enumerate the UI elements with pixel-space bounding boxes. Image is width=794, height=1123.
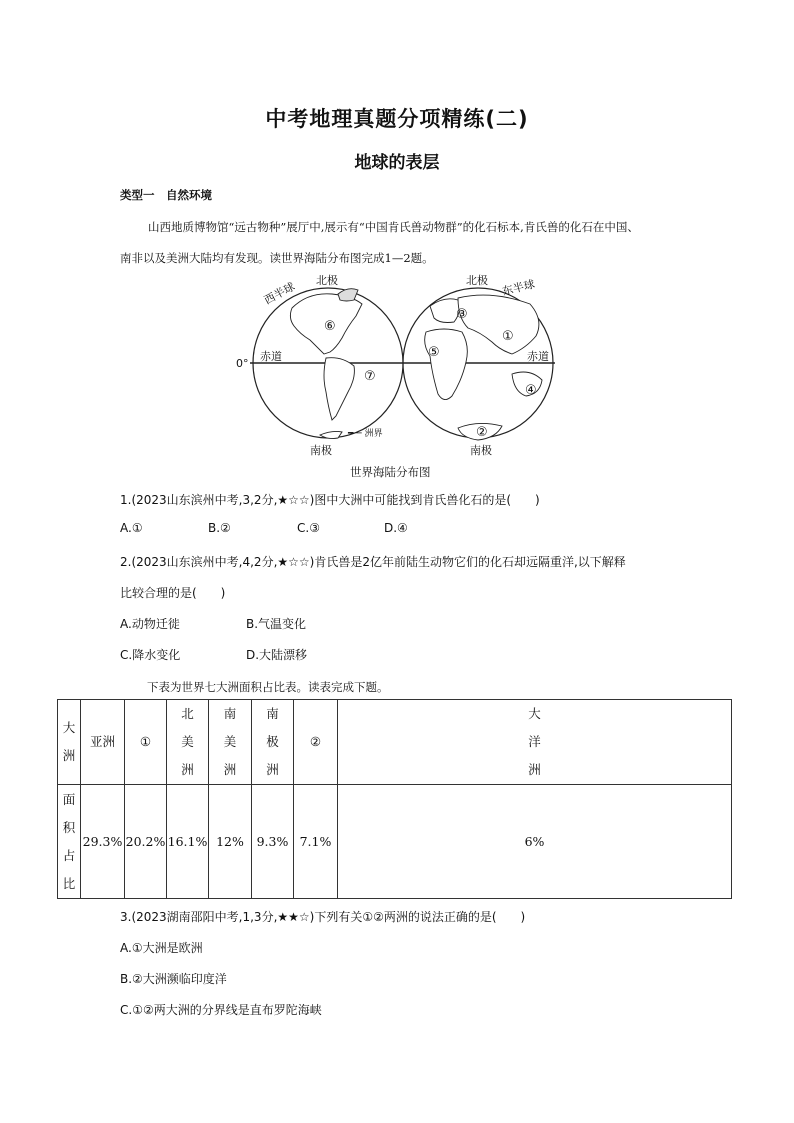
map-caption: 世界海陆分布图 [350,465,431,479]
world-map-figure [230,270,560,485]
page-subtitle: 地球的表层 [354,153,440,173]
question-2-option-c[interactable]: C.降水变化 [120,648,181,662]
africa-shape [425,329,468,400]
marker-3: ③ [456,307,468,322]
continent-area-table [57,699,732,899]
intro-line-2: 南非以及美洲大陆均有发现。读世界海陆分布图完成1—2题。 [120,251,434,265]
table-header-cell: 南美洲 [209,700,252,785]
label-boundary-legend: ━ ─ 洲界 [348,429,383,439]
table-row [58,785,732,899]
question-3-option-b[interactable]: B.②大洲濒临印度洋 [120,972,227,986]
label-zero-degree: 0° [236,357,249,370]
table-cell: 20.2% [125,785,167,899]
greenland-shape [338,289,358,301]
table-header-row [58,700,732,785]
label-south-pole-east: 南极 [470,444,492,457]
table-header-cell: 亚洲 [81,700,125,785]
question-2-option-d[interactable]: D.大陆漂移 [246,648,308,662]
table-header-cell: 大洲 [58,700,81,785]
table-header-cell: ① [125,700,167,785]
question-1-option-d[interactable]: D.④ [384,521,408,535]
label-western-hemisphere: 西半球 [261,280,298,307]
label-equator-west: 赤道 [260,350,282,363]
table-intro: 下表为世界七大洲面积占比表。读表完成下题。 [147,680,389,694]
question-1-option-a[interactable]: A.① [120,521,143,535]
label-south-pole-west: 南极 [310,444,332,457]
question-2-stem-line-2: 比较合理的是( ) [120,586,226,600]
label-north-pole-east: 北极 [466,274,488,287]
intro-line-1: 山西地质博物馆“远古物种”展厅中,展示有“中国肯氏兽动物群”的化石标本,肯氏兽的化石在中国、 [148,220,639,234]
label-equator-east: 赤道 [527,350,549,363]
table-header-cell: 大洋洲 [338,700,732,785]
table-cell: 29.3% [81,785,125,899]
label-north-pole-west: 北极 [316,274,338,287]
table-header-cell: ② [294,700,338,785]
question-1-option-c[interactable]: C.③ [297,521,320,535]
question-3-option-a[interactable]: A.①大洲是欧洲 [120,941,203,955]
table-cell: 7.1% [294,785,338,899]
asia-shape [458,295,539,354]
question-1-option-b[interactable]: B.② [208,521,231,535]
table-row-label: 面积占比 [58,785,81,899]
marker-7: ⑦ [364,369,376,384]
marker-4: ④ [525,383,537,398]
south-america-shape [324,358,354,420]
table-cell: 12% [209,785,252,899]
table-header-cell: 南极洲 [252,700,294,785]
page-title: 中考地理真题分项精练(二) [265,107,529,131]
question-1-stem: 1.(2023山东滨州中考,3,2分,★☆☆)图中大洲中可能找到肯氏兽化石的是( ) [120,493,540,507]
marker-1: ① [502,329,514,344]
question-2-option-a[interactable]: A.动物迁徙 [120,617,180,631]
table-cell: 16.1% [167,785,209,899]
question-3-stem: 3.(2023湖南邵阳中考,1,3分,★★☆)下列有关①②两洲的说法正确的是( ) [120,910,526,924]
marker-2: ② [476,425,488,440]
question-2-option-b[interactable]: B.气温变化 [246,617,307,631]
table-cell: 6% [338,785,732,899]
section-heading: 类型一 自然环境 [120,188,212,202]
table-header-cell: 北美洲 [167,700,209,785]
table-cell: 9.3% [252,785,294,899]
question-3-option-c[interactable]: C.①②两大洲的分界线是直布罗陀海峡 [120,1003,322,1017]
question-2-stem-line-1: 2.(2023山东滨州中考,4,2分,★☆☆)肯氏兽是2亿年前陆生动物它们的化石却远隔重洋,以下解释 [120,555,626,569]
marker-5: ⑤ [428,345,440,360]
marker-6: ⑥ [324,319,336,334]
label-eastern-hemisphere: 东半球 [500,277,537,299]
